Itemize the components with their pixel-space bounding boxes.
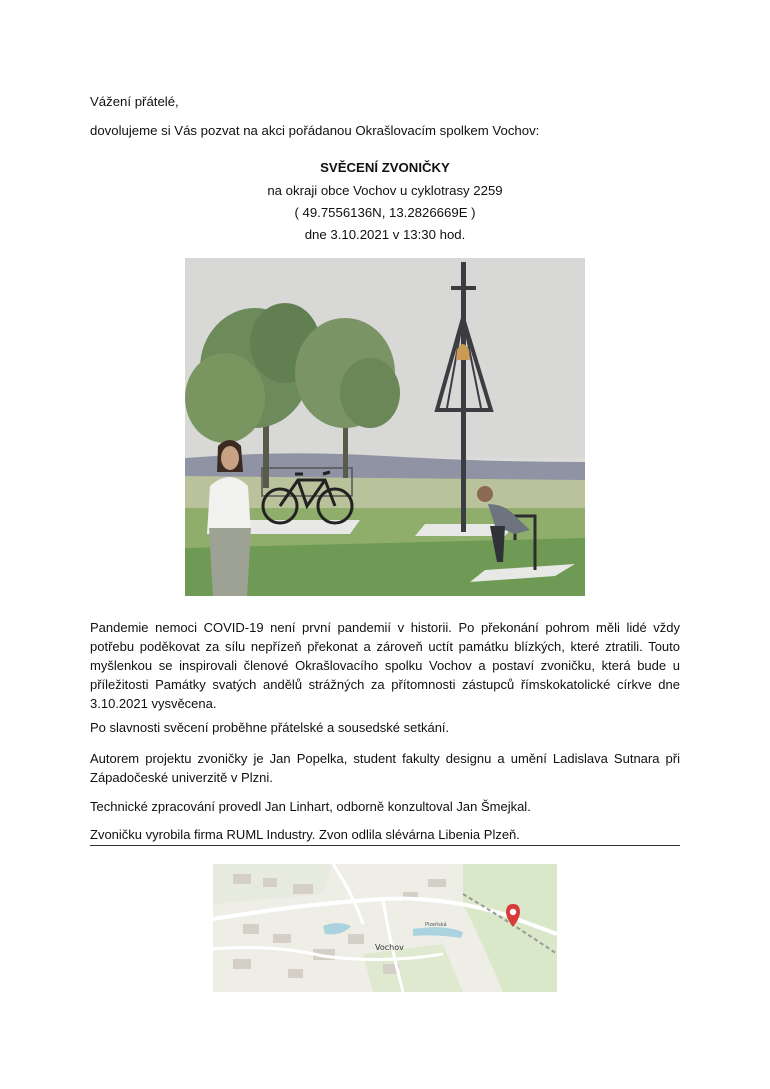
event-location: na okraji obce Vochov u cyklotrasy 2259 xyxy=(267,183,503,198)
paragraph-author: Autorem projektu zvoničky je Jan Popelka, student fakulty designu a umění Ladislava Sutnara při Západočeské univerzitě v Plzni. xyxy=(90,751,680,785)
divider xyxy=(90,845,680,846)
bell-tower-illustration xyxy=(185,258,585,596)
intro-text: dovolujeme si Vás pozvat na akci pořádanou Okrašlovacím spolkem Vochov: xyxy=(90,123,540,138)
greeting: Vážení přátelé, xyxy=(90,94,179,109)
event-date: dne 3.10.2021 v 13:30 hod. xyxy=(304,227,466,242)
map-place-label: Vochov xyxy=(375,943,404,952)
paragraph-meeting: Po slavnosti svěcení proběhne přátelské a sousedské setkání. xyxy=(90,720,450,735)
paragraph-history: Pandemie nemoci COVID-19 není první pandemií v historii. Po překonání pohrom měli lidé vždy potřebu poděkovat za sílu nepřízeň překonat a zároveň uctít památku blízkých, které ztratili. Touto myšlenkou se inspirovali členové Okrašlovacího spolku Vochov a postaví zvoničku, která bude u příležitosti Památky svatých andělů strážných za přítomnosti zástupců římskokatolické církve dne 3.10.2021 vysvěcena. xyxy=(90,620,680,711)
paragraph-manufacturer: Zvoničku vyrobila firma RUML Industry. Zvon odlila slévárna Libenia Plzeň. xyxy=(90,827,520,842)
map-road-label: Plzeňská xyxy=(425,922,447,928)
event-title: SVĚCENÍ ZVONIČKY xyxy=(320,160,450,175)
event-coordinates: ( 49.7556136N, 13.2826669E ) xyxy=(294,205,476,220)
location-map xyxy=(213,864,557,992)
paragraph-technical: Technické zpracování provedl Jan Linhart, odborně konzultoval Jan Šmejkal. xyxy=(90,799,531,814)
